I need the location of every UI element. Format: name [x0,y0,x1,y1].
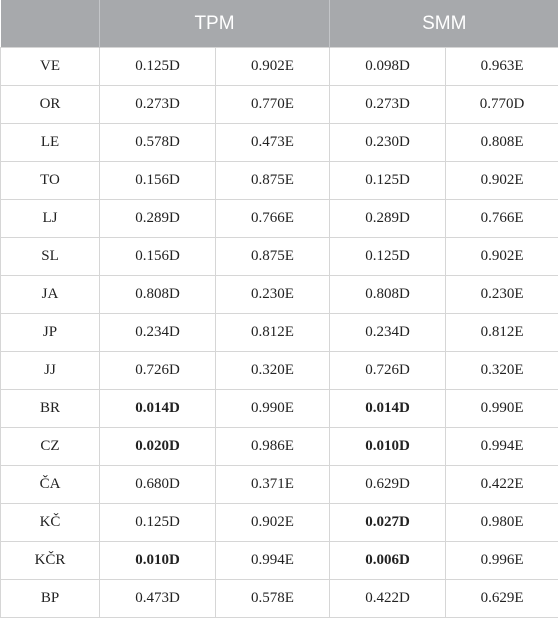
table-row [1,390,558,428]
smm-e-cell: 0.230E [446,276,558,314]
tpm-e-cell: 0.473E [216,124,330,162]
smm-e-cell: 0.980E [446,504,558,542]
row-label-cell: KČ [1,504,100,542]
tpm-d-cell: 0.125D [100,504,216,542]
table-row [1,124,558,162]
smm-e-cell: 0.808E [446,124,558,162]
row-label-cell: LJ [1,200,100,238]
smm-d-cell: 0.125D [330,238,446,276]
tpm-d-cell: 0.808D [100,276,216,314]
smm-d-cell: 0.027D [330,504,446,542]
tpm-d-cell: 0.578D [100,124,216,162]
row-label-cell: JJ [1,352,100,390]
smm-d-cell: 0.014D [330,390,446,428]
row-label-cell: SL [1,238,100,276]
table-row [1,580,558,618]
tpm-d-cell: 0.020D [100,428,216,466]
tpm-d-cell: 0.010D [100,542,216,580]
table-row [1,428,558,466]
header-corner-cell [1,0,100,48]
tpm-e-cell: 0.578E [216,580,330,618]
smm-e-cell: 0.320E [446,352,558,390]
table-row [1,314,558,352]
table-body [1,48,558,618]
tpm-e-cell: 0.990E [216,390,330,428]
tpm-d-cell: 0.014D [100,390,216,428]
tpm-e-cell: 0.875E [216,162,330,200]
table-row [1,162,558,200]
smm-d-cell: 0.422D [330,580,446,618]
smm-d-cell: 0.234D [330,314,446,352]
header-group-smm: SMM [330,0,558,48]
smm-e-cell: 0.963E [446,48,558,86]
smm-e-cell: 0.629E [446,580,558,618]
tpm-e-cell: 0.320E [216,352,330,390]
row-label-cell: BR [1,390,100,428]
smm-d-cell: 0.808D [330,276,446,314]
smm-e-cell: 0.994E [446,428,558,466]
header-group-tpm: TPM [100,0,330,48]
row-label-cell: LE [1,124,100,162]
row-label-cell: TO [1,162,100,200]
tpm-d-cell: 0.125D [100,48,216,86]
row-label-cell: CZ [1,428,100,466]
smm-e-cell: 0.902E [446,162,558,200]
tpm-e-cell: 0.994E [216,542,330,580]
table-header [1,0,558,48]
table-row [1,276,558,314]
tpm-d-cell: 0.234D [100,314,216,352]
smm-d-cell: 0.010D [330,428,446,466]
tpm-d-cell: 0.156D [100,238,216,276]
table-row [1,86,558,124]
smm-d-cell: 0.273D [330,86,446,124]
tpm-e-cell: 0.875E [216,238,330,276]
row-label-cell: OR [1,86,100,124]
smm-d-cell: 0.629D [330,466,446,504]
table-row [1,48,558,86]
tpm-e-cell: 0.770E [216,86,330,124]
table-row [1,466,558,504]
smm-e-cell: 0.996E [446,542,558,580]
row-label-cell: JA [1,276,100,314]
smm-d-cell: 0.098D [330,48,446,86]
tpm-e-cell: 0.902E [216,48,330,86]
table-row [1,200,558,238]
tpm-e-cell: 0.986E [216,428,330,466]
smm-e-cell: 0.422E [446,466,558,504]
tpm-e-cell: 0.766E [216,200,330,238]
smm-d-cell: 0.726D [330,352,446,390]
row-label-cell: ČA [1,466,100,504]
tpm-e-cell: 0.812E [216,314,330,352]
smm-e-cell: 0.812E [446,314,558,352]
smm-e-cell: 0.990E [446,390,558,428]
table-row [1,238,558,276]
tpm-e-cell: 0.371E [216,466,330,504]
tpm-d-cell: 0.273D [100,86,216,124]
smm-d-cell: 0.289D [330,200,446,238]
row-label-cell: BP [1,580,100,618]
tpm-d-cell: 0.726D [100,352,216,390]
smm-d-cell: 0.230D [330,124,446,162]
smm-d-cell: 0.006D [330,542,446,580]
smm-e-cell: 0.770D [446,86,558,124]
smm-e-cell: 0.902E [446,238,558,276]
tpm-d-cell: 0.473D [100,580,216,618]
row-label-cell: VE [1,48,100,86]
smm-d-cell: 0.125D [330,162,446,200]
tpm-e-cell: 0.902E [216,504,330,542]
header-row [1,0,558,48]
tpm-d-cell: 0.156D [100,162,216,200]
smm-e-cell: 0.766E [446,200,558,238]
table-row [1,352,558,390]
tpm-d-cell: 0.680D [100,466,216,504]
tpm-e-cell: 0.230E [216,276,330,314]
tpm-d-cell: 0.289D [100,200,216,238]
row-label-cell: JP [1,314,100,352]
row-label-cell: KČR [1,542,100,580]
table-row [1,542,558,580]
table-row [1,504,558,542]
